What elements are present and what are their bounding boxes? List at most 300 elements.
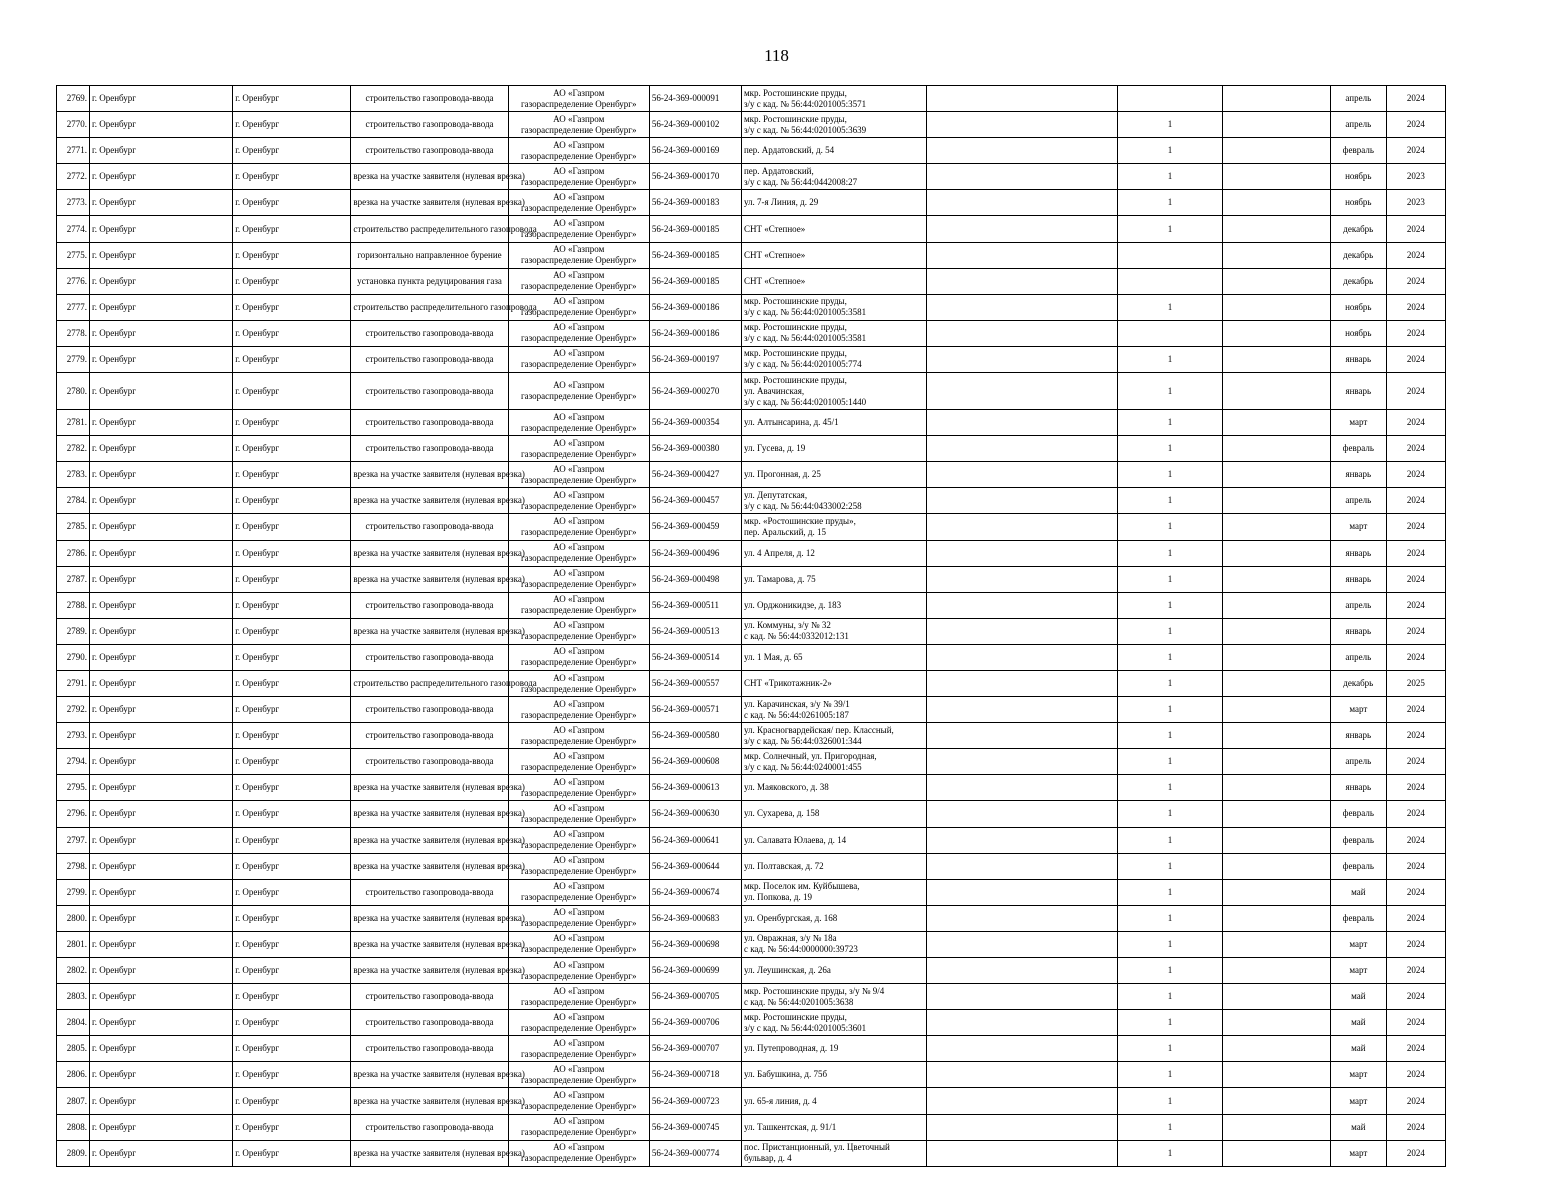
- code-cell: 56-24-369-000513: [649, 618, 741, 644]
- organization-cell: [508, 984, 649, 1010]
- organization-line: газораспределение Оренбург»: [520, 553, 637, 564]
- code-cell: 56-24-369-000641: [649, 827, 741, 853]
- locality-cell: г. Оренбург: [233, 1010, 351, 1036]
- month-cell: март: [1330, 931, 1386, 957]
- organization-line: газораспределение Оренбург»: [520, 944, 637, 955]
- count-cell: 1: [1118, 853, 1222, 879]
- work-type-cell: горизонтально направленное бурение: [351, 242, 508, 268]
- municipality-cell: г. Оренбург: [90, 138, 233, 164]
- month-cell: декабрь: [1330, 670, 1386, 696]
- organization-cell: [508, 749, 649, 775]
- municipality-cell: г. Оренбург: [90, 827, 233, 853]
- table-row: [57, 190, 1446, 216]
- address-line: ул. 65-я линия, д. 4: [743, 1095, 817, 1106]
- table-row: [57, 618, 1446, 644]
- organization-cell: [508, 488, 649, 514]
- month-cell: апрель: [1330, 488, 1386, 514]
- address-cell: [741, 697, 926, 723]
- row-number-cell: 2769.: [57, 86, 90, 112]
- municipality-cell: г. Оренбург: [90, 1036, 233, 1062]
- organization-line: газораспределение Оренбург»: [520, 787, 637, 798]
- row-number-cell: 2804.: [57, 1010, 90, 1036]
- organization-line: газораспределение Оренбург»: [520, 255, 637, 266]
- organization-line: газораспределение Оренбург»: [520, 631, 637, 642]
- year-cell: 2024: [1386, 242, 1445, 268]
- count-cell: 1: [1118, 723, 1222, 749]
- locality-cell: г. Оренбург: [233, 931, 351, 957]
- month-cell: март: [1330, 1140, 1386, 1166]
- table-row: [57, 373, 1446, 410]
- table-row: [57, 164, 1446, 190]
- work-type-cell: врезка на участке заявителя (нулевая врезка): [351, 190, 508, 216]
- address-cell: [741, 138, 926, 164]
- locality-cell: г. Оренбург: [233, 138, 351, 164]
- count-cell: 1: [1118, 1088, 1222, 1114]
- table-row: [57, 984, 1446, 1010]
- organization-line: газораспределение Оренбург»: [520, 422, 637, 433]
- row-number-cell: 2787.: [57, 566, 90, 592]
- empty-cell: [1222, 190, 1330, 216]
- municipality-cell: г. Оренбург: [90, 112, 233, 138]
- month-cell: май: [1330, 1036, 1386, 1062]
- address-line: мкр. Ростошинские пруды,: [743, 113, 847, 124]
- address-line: ул. Полтавская, д. 72: [743, 860, 824, 871]
- count-cell: 1: [1118, 827, 1222, 853]
- count-cell: 1: [1118, 618, 1222, 644]
- locality-cell: г. Оренбург: [233, 1114, 351, 1140]
- table-row: [57, 644, 1446, 670]
- month-cell: апрель: [1330, 112, 1386, 138]
- year-cell: 2024: [1386, 958, 1445, 984]
- address-line: мкр. Ростошинские пруды,: [743, 87, 847, 98]
- address-line: СНТ «Степное»: [743, 275, 806, 286]
- organization-line: АО «Газпром: [553, 1116, 605, 1127]
- table-row: [57, 488, 1446, 514]
- work-type-cell: врезка на участке заявителя (нулевая врезка): [351, 827, 508, 853]
- locality-cell: г. Оренбург: [233, 618, 351, 644]
- empty-cell: [927, 592, 1118, 618]
- organization-line: АО «Газпром: [553, 270, 605, 281]
- row-number-cell: 2796.: [57, 801, 90, 827]
- locality-cell: г. Оренбург: [233, 775, 351, 801]
- table-row: [57, 670, 1446, 696]
- month-cell: ноябрь: [1330, 190, 1386, 216]
- empty-cell: [1222, 488, 1330, 514]
- address-cell: [741, 1140, 926, 1166]
- work-type-cell: строительство газопровода-ввода: [351, 436, 508, 462]
- address-cell: [741, 514, 926, 540]
- row-number-cell: 2777.: [57, 294, 90, 320]
- table-row: [57, 905, 1446, 931]
- address-cell: [741, 566, 926, 592]
- address-cell: [741, 905, 926, 931]
- row-number-cell: 2809.: [57, 1140, 90, 1166]
- organization-line: АО «Газпром: [553, 646, 605, 657]
- address-cell: [741, 216, 926, 242]
- count-cell: 1: [1118, 670, 1222, 696]
- empty-cell: [927, 138, 1118, 164]
- table-row: [57, 1140, 1446, 1166]
- work-type-cell: строительство газопровода-ввода: [351, 320, 508, 346]
- organization-line: АО «Газпром: [553, 855, 605, 866]
- empty-cell: [927, 1036, 1118, 1062]
- code-cell: 56-24-369-000557: [649, 670, 741, 696]
- empty-cell: [927, 462, 1118, 488]
- table-body: [57, 86, 1446, 1167]
- organization-cell: [508, 1062, 649, 1088]
- address-line: мкр. Ростошинские пруды, з/у № 9/4: [743, 985, 885, 996]
- month-cell: январь: [1330, 462, 1386, 488]
- empty-cell: [927, 268, 1118, 294]
- month-cell: апрель: [1330, 592, 1386, 618]
- month-cell: март: [1330, 697, 1386, 723]
- organization-line: АО «Газпром: [553, 698, 605, 709]
- table-row: [57, 216, 1446, 242]
- organization-cell: [508, 436, 649, 462]
- code-cell: 56-24-369-000183: [649, 190, 741, 216]
- row-number-cell: 2773.: [57, 190, 90, 216]
- table-row: [57, 775, 1446, 801]
- municipality-cell: г. Оренбург: [90, 540, 233, 566]
- empty-cell: [927, 670, 1118, 696]
- work-type-cell: врезка на участке заявителя (нулевая врезка): [351, 164, 508, 190]
- organization-line: газораспределение Оренбург»: [520, 892, 637, 903]
- table-row: [57, 112, 1446, 138]
- row-number-cell: 2781.: [57, 410, 90, 436]
- work-type-cell: строительство газопровода-ввода: [351, 984, 508, 1010]
- municipality-cell: г. Оренбург: [90, 697, 233, 723]
- address-line: з/у с кад. № 56:44:0201005:3639: [743, 124, 867, 135]
- municipality-cell: г. Оренбург: [90, 436, 233, 462]
- locality-cell: г. Оренбург: [233, 853, 351, 879]
- table-row: [57, 827, 1446, 853]
- empty-cell: [1222, 1036, 1330, 1062]
- address-line: ул. Депутатская,: [743, 489, 808, 500]
- organization-line: газораспределение Оренбург»: [520, 761, 637, 772]
- month-cell: апрель: [1330, 86, 1386, 112]
- municipality-cell: г. Оренбург: [90, 346, 233, 372]
- organization-line: АО «Газпром: [553, 380, 605, 391]
- municipality-cell: г. Оренбург: [90, 86, 233, 112]
- locality-cell: г. Оренбург: [233, 1140, 351, 1166]
- address-line: пер. Аральский, д. 15: [743, 526, 827, 537]
- work-type-cell: врезка на участке заявителя (нулевая врезка): [351, 958, 508, 984]
- year-cell: 2024: [1386, 853, 1445, 879]
- year-cell: 2024: [1386, 749, 1445, 775]
- organization-line: АО «Газпром: [553, 907, 605, 918]
- empty-cell: [1222, 958, 1330, 984]
- organization-line: газораспределение Оренбург»: [520, 307, 637, 318]
- municipality-cell: г. Оренбург: [90, 410, 233, 436]
- organization-cell: [508, 373, 649, 410]
- municipality-cell: г. Оренбург: [90, 566, 233, 592]
- code-cell: 56-24-369-000644: [649, 853, 741, 879]
- organization-line: АО «Газпром: [553, 191, 605, 202]
- empty-cell: [1222, 242, 1330, 268]
- address-cell: [741, 268, 926, 294]
- year-cell: 2024: [1386, 566, 1445, 592]
- empty-cell: [927, 905, 1118, 931]
- organization-line: АО «Газпром: [553, 1037, 605, 1048]
- empty-cell: [927, 853, 1118, 879]
- organization-line: АО «Газпром: [553, 113, 605, 124]
- year-cell: 2024: [1386, 1114, 1445, 1140]
- empty-cell: [1222, 514, 1330, 540]
- code-cell: 56-24-369-000169: [649, 138, 741, 164]
- empty-cell: [927, 984, 1118, 1010]
- table-row: [57, 592, 1446, 618]
- locality-cell: г. Оренбург: [233, 697, 351, 723]
- organization-cell: [508, 138, 649, 164]
- empty-cell: [1222, 879, 1330, 905]
- address-line: ул. Салавата Юлаева, д. 14: [743, 834, 847, 845]
- year-cell: 2024: [1386, 86, 1445, 112]
- month-cell: январь: [1330, 346, 1386, 372]
- year-cell: 2023: [1386, 190, 1445, 216]
- organization-line: газораспределение Оренбург»: [520, 1074, 637, 1085]
- year-cell: 2024: [1386, 644, 1445, 670]
- row-number-cell: 2785.: [57, 514, 90, 540]
- month-cell: декабрь: [1330, 216, 1386, 242]
- locality-cell: г. Оренбург: [233, 566, 351, 592]
- locality-cell: г. Оренбург: [233, 801, 351, 827]
- code-cell: 56-24-369-000498: [649, 566, 741, 592]
- work-type-cell: строительство газопровода-ввода: [351, 749, 508, 775]
- address-line: мкр. Солнечный, ул. Пригородная,: [743, 750, 877, 761]
- empty-cell: [1222, 462, 1330, 488]
- table-row: [57, 853, 1446, 879]
- row-number-cell: 2806.: [57, 1062, 90, 1088]
- count-cell: 1: [1118, 346, 1222, 372]
- municipality-cell: г. Оренбург: [90, 1088, 233, 1114]
- empty-cell: [1222, 436, 1330, 462]
- organization-line: газораспределение Оренбург»: [520, 281, 637, 292]
- municipality-cell: г. Оренбург: [90, 242, 233, 268]
- row-number-cell: 2788.: [57, 592, 90, 618]
- address-line: з/у с кад. № 56:44:0240001:455: [743, 761, 862, 772]
- municipality-cell: г. Оренбург: [90, 749, 233, 775]
- work-type-cell: установка пункта редуцирования газа: [351, 268, 508, 294]
- organization-line: АО «Газпром: [553, 829, 605, 840]
- organization-line: АО «Газпром: [553, 244, 605, 255]
- address-line: ул. 7-я Линия, д. 29: [743, 197, 819, 208]
- empty-cell: [927, 216, 1118, 242]
- address-line: ул. Гусева, д. 19: [743, 443, 806, 454]
- organization-cell: [508, 670, 649, 696]
- empty-cell: [927, 488, 1118, 514]
- work-type-cell: строительство газопровода-ввода: [351, 879, 508, 905]
- count-cell: 1: [1118, 488, 1222, 514]
- locality-cell: г. Оренбург: [233, 462, 351, 488]
- empty-cell: [927, 1010, 1118, 1036]
- count-cell: 1: [1118, 879, 1222, 905]
- count-cell: 1: [1118, 138, 1222, 164]
- empty-cell: [1222, 566, 1330, 592]
- empty-cell: [927, 775, 1118, 801]
- municipality-cell: г. Оренбург: [90, 644, 233, 670]
- work-type-cell: врезка на участке заявителя (нулевая врезка): [351, 540, 508, 566]
- address-cell: [741, 410, 926, 436]
- locality-cell: г. Оренбург: [233, 436, 351, 462]
- organization-line: газораспределение Оренбург»: [520, 229, 637, 240]
- month-cell: декабрь: [1330, 268, 1386, 294]
- work-type-cell: врезка на участке заявителя (нулевая врезка): [351, 618, 508, 644]
- count-cell: 1: [1118, 931, 1222, 957]
- table-row: [57, 958, 1446, 984]
- work-type-cell: строительство газопровода-ввода: [351, 1114, 508, 1140]
- row-number-cell: 2774.: [57, 216, 90, 242]
- code-cell: 56-24-369-000683: [649, 905, 741, 931]
- row-number-cell: 2801.: [57, 931, 90, 957]
- address-line: мкр. Ростошинские пруды,: [743, 296, 847, 307]
- municipality-cell: г. Оренбург: [90, 373, 233, 410]
- organization-line: АО «Газпром: [553, 776, 605, 787]
- code-cell: 56-24-369-000613: [649, 775, 741, 801]
- address-cell: [741, 86, 926, 112]
- organization-line: АО «Газпром: [553, 881, 605, 892]
- address-cell: [741, 723, 926, 749]
- address-line: ул. Леушинская, д. 26а: [743, 965, 831, 976]
- empty-cell: [1222, 801, 1330, 827]
- table-row: [57, 138, 1446, 164]
- code-cell: 56-24-369-000354: [649, 410, 741, 436]
- month-cell: май: [1330, 984, 1386, 1010]
- address-line: с кад. № 56:44:0332012:131: [743, 631, 849, 642]
- year-cell: 2024: [1386, 723, 1445, 749]
- empty-cell: [1222, 320, 1330, 346]
- address-cell: [741, 931, 926, 957]
- row-number-cell: 2783.: [57, 462, 90, 488]
- work-type-cell: врезка на участке заявителя (нулевая врезка): [351, 488, 508, 514]
- table-row: [57, 697, 1446, 723]
- count-cell: 1: [1118, 462, 1222, 488]
- empty-cell: [1222, 853, 1330, 879]
- locality-cell: г. Оренбург: [233, 670, 351, 696]
- count-cell: 1: [1118, 749, 1222, 775]
- work-type-cell: врезка на участке заявителя (нулевая врезка): [351, 1140, 508, 1166]
- address-line: мкр. Ростошинские пруды,: [743, 322, 847, 333]
- municipality-cell: г. Оренбург: [90, 879, 233, 905]
- empty-cell: [927, 723, 1118, 749]
- address-cell: [741, 827, 926, 853]
- locality-cell: г. Оренбург: [233, 905, 351, 931]
- organization-cell: [508, 931, 649, 957]
- month-cell: май: [1330, 879, 1386, 905]
- organization-line: АО «Газпром: [553, 463, 605, 474]
- code-cell: 56-24-369-000514: [649, 644, 741, 670]
- organization-cell: [508, 644, 649, 670]
- address-cell: [741, 984, 926, 1010]
- municipality-cell: г. Оренбург: [90, 905, 233, 931]
- locality-cell: г. Оренбург: [233, 723, 351, 749]
- work-type-cell: строительство газопровода-ввода: [351, 112, 508, 138]
- page-number: 118: [764, 46, 789, 65]
- year-cell: 2024: [1386, 294, 1445, 320]
- work-type-cell: строительство газопровода-ввода: [351, 644, 508, 670]
- empty-cell: [1222, 697, 1330, 723]
- organization-cell: [508, 853, 649, 879]
- work-type-cell: строительство газопровода-ввода: [351, 697, 508, 723]
- organization-cell: [508, 827, 649, 853]
- table-row: [57, 879, 1446, 905]
- organization-cell: [508, 1114, 649, 1140]
- table-row: [57, 1114, 1446, 1140]
- year-cell: 2024: [1386, 984, 1445, 1010]
- code-cell: 56-24-369-000170: [649, 164, 741, 190]
- year-cell: 2024: [1386, 112, 1445, 138]
- locality-cell: г. Оренбург: [233, 268, 351, 294]
- row-number-cell: 2800.: [57, 905, 90, 931]
- address-cell: [741, 775, 926, 801]
- year-cell: 2024: [1386, 373, 1445, 410]
- table-row: [57, 436, 1446, 462]
- address-cell: [741, 540, 926, 566]
- year-cell: 2024: [1386, 697, 1445, 723]
- year-cell: 2024: [1386, 540, 1445, 566]
- table-row: [57, 566, 1446, 592]
- row-number-cell: 2795.: [57, 775, 90, 801]
- month-cell: февраль: [1330, 827, 1386, 853]
- count-cell: 1: [1118, 216, 1222, 242]
- year-cell: 2024: [1386, 618, 1445, 644]
- table-row: [57, 749, 1446, 775]
- locality-cell: г. Оренбург: [233, 644, 351, 670]
- code-cell: 56-24-369-000718: [649, 1062, 741, 1088]
- row-number-cell: 2789.: [57, 618, 90, 644]
- table-row: [57, 268, 1446, 294]
- work-type-cell: строительство газопровода-ввода: [351, 373, 508, 410]
- code-cell: 56-24-369-000380: [649, 436, 741, 462]
- row-number-cell: 2791.: [57, 670, 90, 696]
- row-number-cell: 2778.: [57, 320, 90, 346]
- organization-cell: [508, 775, 649, 801]
- organization-cell: [508, 1010, 649, 1036]
- locality-cell: г. Оренбург: [233, 540, 351, 566]
- code-cell: 56-24-369-000705: [649, 984, 741, 1010]
- organization-line: газораспределение Оренбург»: [520, 996, 637, 1007]
- row-number-cell: 2779.: [57, 346, 90, 372]
- address-line: пер. Ардатовский,: [743, 165, 814, 176]
- work-type-cell: строительство газопровода-ввода: [351, 1010, 508, 1036]
- code-cell: 56-24-369-000674: [649, 879, 741, 905]
- organization-line: АО «Газпром: [553, 165, 605, 176]
- work-type-cell: врезка на участке заявителя (нулевая врезка): [351, 462, 508, 488]
- table-row: [57, 410, 1446, 436]
- address-line: пос. Пристанционный, ул. Цветочный: [743, 1142, 890, 1153]
- organization-cell: [508, 697, 649, 723]
- address-line: ул. Прогонная, д. 25: [743, 469, 821, 480]
- organization-line: АО «Газпром: [553, 959, 605, 970]
- table-row: [57, 801, 1446, 827]
- register-table: [56, 85, 1446, 1167]
- empty-cell: [927, 827, 1118, 853]
- organization-cell: [508, 410, 649, 436]
- organization-line: газораспределение Оренбург»: [520, 124, 637, 135]
- address-line: мкр. Ростошинские пруды,: [743, 348, 847, 359]
- address-cell: [741, 801, 926, 827]
- organization-cell: [508, 190, 649, 216]
- address-line: ул. Тамарова, д. 75: [743, 573, 816, 584]
- month-cell: март: [1330, 1088, 1386, 1114]
- empty-cell: [927, 514, 1118, 540]
- organization-line: газораспределение Оренбург»: [520, 500, 637, 511]
- table-row: [57, 320, 1446, 346]
- empty-cell: [1222, 749, 1330, 775]
- organization-cell: [508, 462, 649, 488]
- year-cell: 2024: [1386, 1140, 1445, 1166]
- code-cell: 56-24-369-000630: [649, 801, 741, 827]
- organization-cell: [508, 514, 649, 540]
